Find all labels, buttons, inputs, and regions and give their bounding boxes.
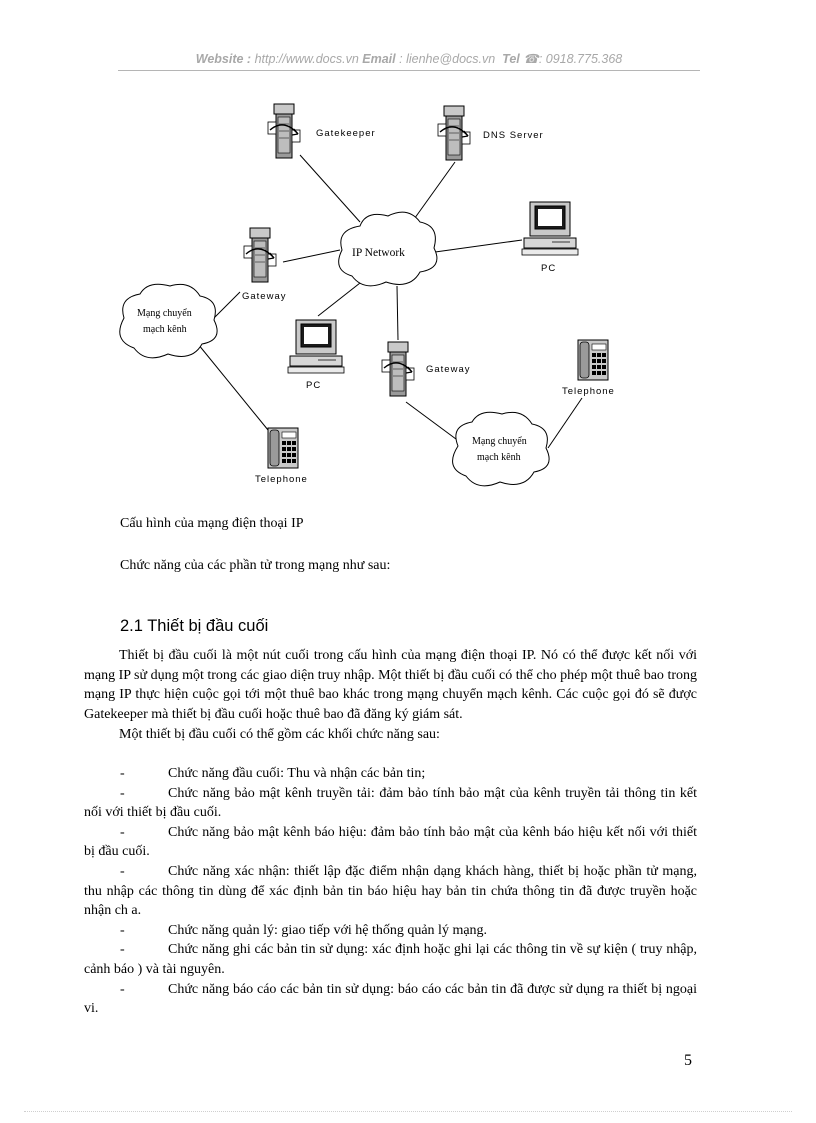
tel-label: Tel bbox=[502, 52, 520, 66]
phone-icon: ☎ bbox=[523, 52, 539, 66]
bottom-cloud-line1: Mạng chuyển bbox=[472, 436, 527, 447]
list-item-text: Chức năng xác nhận: thiết lập đặc điểm nhận dạng khách hàng, thiết bị hoặc phần tử mạng, thu nhập các thông tin dùng để xác định bản tin báo hiệu hay bản tin chứa thông tin đã được truyền hoặc nhận ch a. bbox=[84, 863, 697, 919]
paragraph-1: Thiết bị đầu cuối là một nút cuối trong cấu hình của mạng điện thoại IP. Nó có thể được kết nối với mạng IP sử dụng một trong các giao diện truy nhập. Một thiết bị đầu cuối có thể cho phép một thuê bao trong mạng IP thực hiện cuộc gọi tới một thuê bao khác trong mạng chuyển mạch kênh. Các cuộc gọi đó sẽ được Gatekeeper mà thiết bị đầu cuối hoặc thuê bao đã đăng ký giám sát. bbox=[84, 648, 697, 723]
page-number: 5 bbox=[684, 1052, 692, 1069]
list-item bbox=[84, 823, 697, 862]
pc-center-node bbox=[288, 320, 344, 391]
list-item bbox=[84, 862, 697, 921]
list-marker: - bbox=[120, 863, 125, 879]
list-item-text: Chức năng ghi các bản tin sử dụng: xác định hoặc ghi lại các thông tin về sự kiện ( truy nhập, cảnh báo ) và tài nguyên. bbox=[84, 942, 697, 977]
left-cloud-line2: mạch kênh bbox=[143, 324, 187, 335]
gateway-left-node bbox=[242, 228, 287, 302]
intro-sentence: Chức năng của các phần tử trong mạng như sau: bbox=[120, 558, 391, 573]
pc-right-label: PC bbox=[541, 263, 557, 274]
gatekeeper-label: Gatekeeper bbox=[316, 128, 376, 139]
list-item bbox=[84, 940, 697, 979]
ip-network-diagram bbox=[0, 0, 816, 500]
dns-server-label: DNS Server bbox=[483, 130, 544, 141]
gateway-left-label: Gateway bbox=[242, 291, 287, 302]
telephone-right-icon bbox=[578, 340, 608, 380]
list-item bbox=[84, 784, 697, 823]
list-marker: - bbox=[120, 785, 125, 801]
email-label: Email bbox=[362, 52, 396, 66]
list-item-text: Chức năng bảo mật kênh báo hiệu: đảm bảo tính bảo mật của kênh báo hiệu kết nối với thiết bị đầu cuối. bbox=[84, 824, 697, 860]
gateway-center-label: Gateway bbox=[426, 364, 471, 375]
list-item bbox=[84, 980, 697, 1019]
telephone-bottom-icon bbox=[268, 428, 298, 468]
paragraph-2: Một thiết bị đầu cuối có thể gồm các khối chức năng sau: bbox=[119, 726, 440, 742]
dns-server-node bbox=[438, 106, 544, 160]
footer-divider bbox=[24, 1111, 792, 1112]
gatekeeper-server-icon bbox=[268, 104, 300, 158]
pc-right-node bbox=[522, 202, 578, 274]
ip-network-cloud bbox=[339, 212, 437, 286]
telephone-bottom-node bbox=[255, 428, 308, 485]
telephone-bottom-label: Telephone bbox=[255, 474, 308, 485]
function-list bbox=[84, 764, 697, 1019]
section-heading: 2.1 Thiết bị đầu cuối bbox=[120, 617, 269, 635]
list-marker: - bbox=[120, 942, 125, 958]
website-value[interactable]: http://www.docs.vn bbox=[254, 52, 359, 66]
gateway-center-node bbox=[382, 342, 471, 396]
email-value[interactable]: : lienhe@docs.vn bbox=[399, 52, 496, 66]
telephone-right-label: Telephone bbox=[562, 386, 615, 397]
bottom-circuit-cloud bbox=[453, 412, 550, 486]
list-marker: - bbox=[120, 824, 125, 840]
gateway-left-icon bbox=[244, 228, 276, 282]
tel-value: : 0918.775.368 bbox=[538, 52, 623, 66]
telephone-right-node bbox=[562, 340, 615, 397]
list-item-text: Chức năng bảo mật kênh truyền tải: đảm bảo tính bảo mật của kênh truyền tải thông tin kết nối với thiết bị đầu cuối. bbox=[84, 785, 697, 821]
dns-server-icon bbox=[438, 106, 470, 160]
figure-caption: Cấu hình của mạng điện thoại IP bbox=[120, 516, 304, 531]
list-marker: - bbox=[120, 922, 125, 938]
pc-center-label: PC bbox=[306, 380, 322, 391]
left-cloud-line1: Mạng chuyển bbox=[137, 308, 192, 319]
pc-center-icon bbox=[288, 320, 344, 373]
list-item-text: Chức năng báo cáo các bản tin sử dụng: báo cáo các bản tin đã được sử dụng ra thiết bị ngoại vi. bbox=[84, 981, 697, 1017]
gatekeeper-node bbox=[268, 104, 376, 158]
left-circuit-cloud bbox=[120, 284, 217, 358]
pc-right-icon bbox=[522, 202, 578, 255]
list-item bbox=[84, 764, 697, 784]
bottom-cloud-line2: mạch kênh bbox=[477, 452, 521, 463]
list-marker: - bbox=[120, 981, 125, 997]
website-label: Website : bbox=[195, 52, 252, 66]
list-item-text: Chức năng đầu cuối: Thu và nhận các bản tin; bbox=[168, 766, 426, 781]
list-item-text: Chức năng quản lý: giao tiếp với hệ thống quản lý mạng. bbox=[168, 922, 488, 938]
ip-network-label: IP Network bbox=[352, 247, 405, 259]
gateway-center-icon bbox=[382, 342, 414, 396]
section-body bbox=[84, 646, 697, 745]
list-item bbox=[84, 921, 697, 941]
list-marker: - bbox=[120, 766, 125, 781]
